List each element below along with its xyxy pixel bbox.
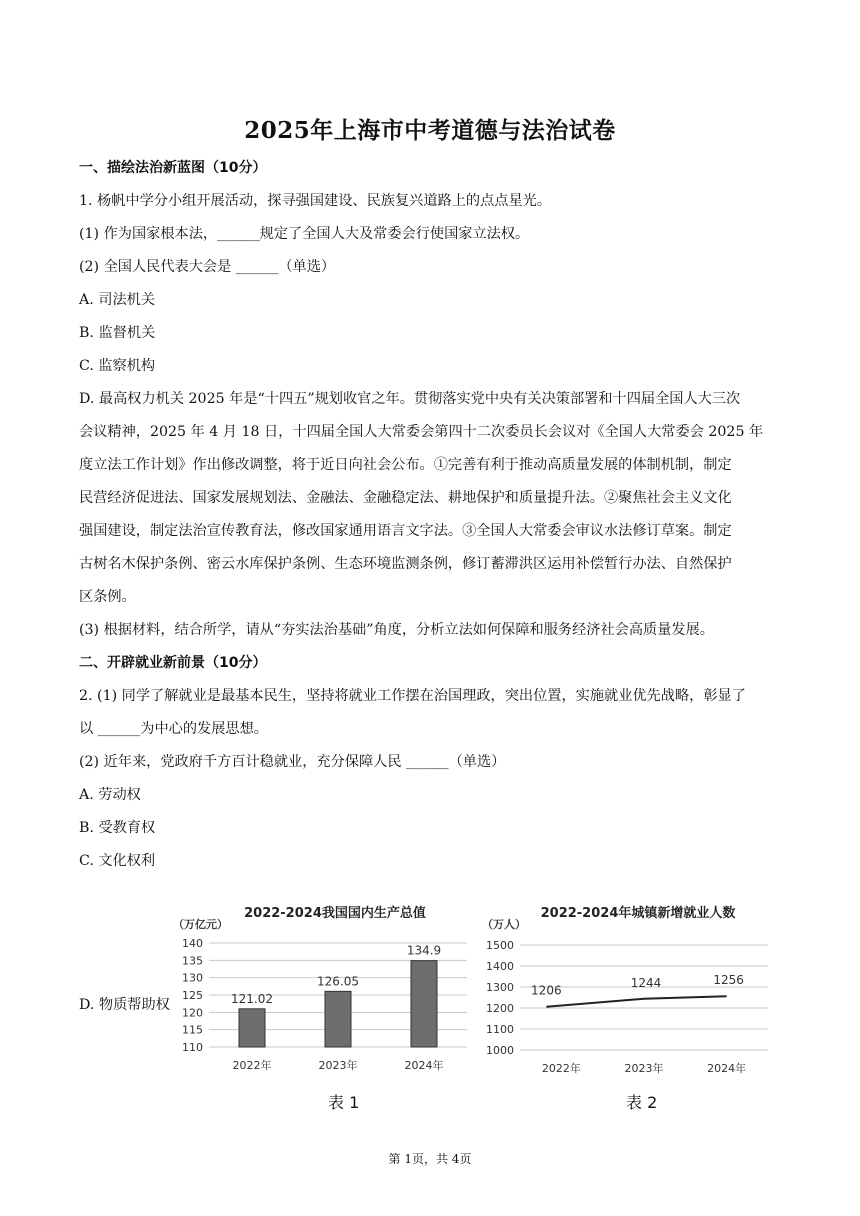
y-tick-label: 110	[182, 1041, 203, 1054]
bar	[239, 1009, 265, 1047]
gdp-bar-chart	[165, 895, 475, 1085]
y-tick-label: 1000	[486, 1044, 514, 1057]
employment-line-chart	[478, 895, 778, 1085]
text-line: 2. (1) 同学了解就业是最基本民生，坚持将就业工作摆在治国理政，突出位置，实施就业优先战略，彰显了	[79, 688, 746, 704]
text-line: (2) 全国人民代表大会是 ______（单选）	[79, 259, 336, 275]
x-tick-label: 2022年	[541, 1062, 581, 1075]
y-tick-label: 135	[182, 954, 203, 968]
data-label: 1206	[531, 983, 562, 998]
option-d-text: D. 物质帮助权	[79, 997, 170, 1013]
x-tick-label: 2023年	[318, 1059, 358, 1072]
text-line: C. 文化权利	[79, 853, 156, 869]
section-heading: 二、开辟就业新前景（10分）	[79, 655, 267, 671]
chart2-caption: 表 2	[626, 1093, 658, 1112]
y-tick-label: 1300	[486, 981, 514, 994]
text-line: 会议精神，2025 年 4 月 18 日，十四届全国人大常委会第四十二次委员长会议对《全国人大常委会 2025 年	[79, 424, 764, 440]
y-tick-label: 125	[182, 989, 203, 1002]
data-label: 126.05	[317, 974, 359, 989]
text-line: 民营经济促进法、国家发展规划法、金融法、金融稳定法、耕地保护和质量提升法。②聚焦社会主义文化	[79, 490, 732, 506]
y-tick-label: 120	[182, 1006, 203, 1020]
y-tick-label: 1200	[486, 1002, 514, 1015]
y-tick-label: 140	[182, 937, 203, 950]
chart-title: 2022-2024我国国内生产总值	[244, 906, 426, 921]
text-line: (1) 作为国家根本法，______规定了全国人大及常委会行使国家立法权。	[79, 226, 530, 242]
text-line: B. 监督机关	[79, 325, 156, 341]
text-line: C. 监察机构	[79, 358, 156, 374]
y-axis-unit: （万亿元）	[173, 918, 228, 931]
data-label: 1244	[630, 975, 662, 990]
text-line: D. 最高权力机关 2025 年是“十四五”规划收官之年。贯彻落实党中央有关决策部署和十四届全国人大三次	[79, 391, 741, 407]
page-footer: 第 1页，共 4页	[388, 1152, 472, 1166]
bar	[411, 961, 437, 1047]
y-tick-label: 1500	[486, 939, 514, 952]
chart1-caption: 表 1	[328, 1093, 360, 1112]
x-tick-label: 2024年	[404, 1059, 444, 1072]
x-tick-label: 2024年	[707, 1062, 747, 1075]
text-line: A. 劳动权	[79, 787, 141, 803]
text-line: 区条例。	[79, 589, 136, 605]
text-line: (2) 近年来，党政府千方百计稳就业，充分保障人民 ______（单选）	[79, 754, 506, 770]
text-line: 1. 杨帆中学分小组开展活动，探寻强国建设、民族复兴道路上的点点星光。	[79, 193, 552, 209]
x-tick-label: 2022年	[232, 1059, 272, 1072]
page-title: 2025年上海市中考道德与法治试卷	[244, 117, 616, 144]
data-label: 134.9	[406, 943, 442, 958]
text-line: 以 ______为中心的发展思想。	[79, 721, 268, 737]
y-axis-unit: （万人）	[482, 918, 526, 931]
chart-title: 2022-2024年城镇新增就业人数	[540, 906, 736, 921]
x-tick-label: 2023年	[624, 1062, 664, 1075]
y-tick-label: 1100	[486, 1023, 514, 1036]
y-tick-label: 1400	[486, 960, 514, 973]
y-tick-label: 115	[182, 1023, 203, 1037]
y-tick-label: 130	[182, 971, 203, 985]
text-line: 度立法工作计划》作出修改调整，将于近日向社会公布。①完善有利于推动高质量发展的体制机制，制定	[79, 457, 732, 473]
text-line: 强国建设，制定法治宣传教育法，修改国家通用语言文字法。③全国人大常委会审议水法修订草案。制定	[79, 523, 732, 539]
text-line: (3) 根据材料，结合所学，请从“夯实法治基础”角度，分析立法如何保障和服务经济社会高质量发展。	[79, 622, 714, 638]
text-line: B. 受教育权	[79, 820, 156, 836]
data-label: 121.02	[231, 991, 273, 1006]
text-line: 古树名木保护条例、密云水库保护条例、生态环境监测条例，修订蓄滞洪区运用补偿暂行办法、自然保护	[79, 556, 732, 572]
text-line: A. 司法机关	[79, 292, 156, 308]
data-label: 1256	[713, 973, 744, 988]
series-line	[546, 996, 726, 1007]
bar	[325, 991, 351, 1047]
section-heading: 一、描绘法治新蓝图（10分）	[79, 160, 267, 176]
